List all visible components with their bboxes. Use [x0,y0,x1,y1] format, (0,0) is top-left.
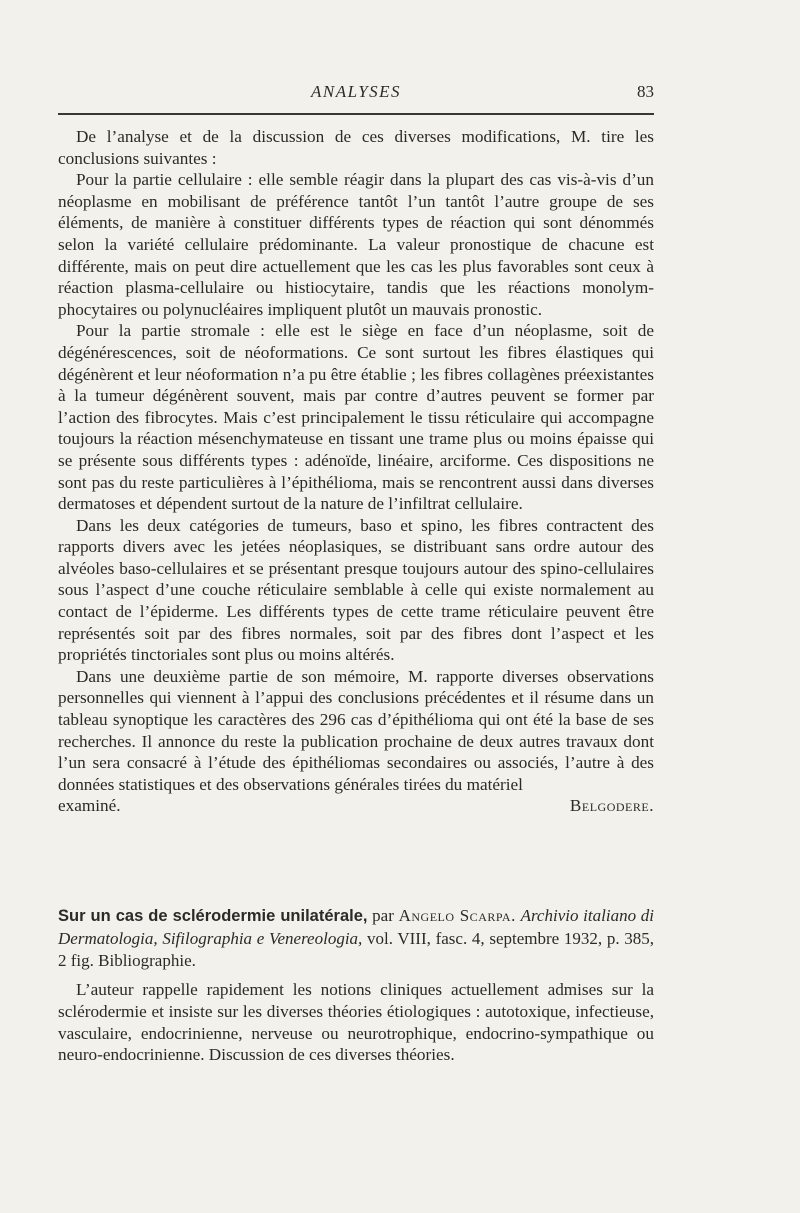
signoff-line [58,795,654,817]
paragraph [58,666,654,796]
running-header [58,82,654,106]
paragraph: Pour la partie stromale : elle est le siège en face d’un néoplasme, soit de dégénérescences, soit de néoformations. Ce sont surtout les fibres élastiques qui dégénèrent et leur néoformation n’a pu être établie ; les fibres collagènes préexistantes à la tumeur dégénèrent souvent, mais par contre d’autres peuvent se former par l’action des fibrocytes. Mais c’est principalement le tissu réticulaire qui accompagne toujours la réaction mésenchymateuse en tissant une trame plus ou moins épaisse qui se présente sous différents types : adénoïde, linéaire, arciforme. Ces dispositions ne sont pas du reste particulières à l’épithélioma, mais se rencontrent aussi dans diverses dermatoses et dépendent surtout de la nature de l’infiltrat cellulaire. [58,321,654,514]
article-title: Sur un cas de sclérodermie unilatérale, [58,907,368,925]
page-number: 83 [637,82,654,101]
paragraph: Pour la partie cellulaire : elle semble réagir dans la plupart des cas vis-à-vis d’un néoplasme en mobilisant de préférence tantôt l’un tantôt l’autre groupe de ses éléments, de manière à constituer différents types de réaction qui sont dénommés selon la variété cellulaire prédominante. La valeur pronostique de chacune est différente, mais on peut dire actuellement que les cas les plus favorables sont ceux à réaction plasma-cellulaire ou histiocytaire, tandis que les réactions monolymphocytaires ou polynucléaires impliquent plutôt un mauvais pronostic. [58,170,654,319]
reviewer-signature: Belgodere. [569,796,654,816]
paragraph: Dans les deux catégories de tumeurs, baso et spino, les fibres contractent des rapports divers avec les jetées néoplasiques, se distribuant sans ordre autour des alvéoles baso-cellulaires et se présentant presque toujours autour des spino-cellulaires sous l’aspect d’une couche réticulaire semblable à celle qui existe normalement au contact de l’épiderme. Les différents types de cette trame réticulaire peuvent être représentés soit par des fibres normales, soit par des fibres dont l’aspect et les propriétés tinctoriales sont plus ou moins altérés. [58,515,654,665]
paragraph: De l’analyse et de la discussion de ces diverses modifications, M. tire les conclusions suivantes : [58,127,654,168]
review-entry [58,905,654,1066]
header-rule [58,113,654,115]
section-title: ANALYSES [310,82,402,101]
article-body [58,126,654,817]
review-body: L’auteur rappelle rapidement les notions cliniques actuellement admises sur la sclérodermie et insiste sur les diverses théories étiologiques : autotoxique, infectieuse, vasculaire, endocrinienne, nerveuse ou neurotrophique, endocrino-sympathique ou neuro-endocrinienne. Discussion de ces diverses théories. [58,980,654,1065]
journal-name: Archivio italiano di Dermatologia, Sifilographia e Venereologia, [58,906,654,948]
article-author: Angelo Scarpa. [398,906,516,925]
paragraph-text: Dans une deuxième partie de son mémoire, M. rapporte diverses observations personnelles qui viennent à l’appui des conclusions précédentes et il résume dans un tableau synoptique les caractères des 296 cas d’épithélioma qui ont été la base de ses recherches. Il annonce du reste la publication prochaine de deux autres travaux dont l’un sera consacré à l’étude des épithéliomas secondaires ou associés, l’autre à des données statistiques et des observations générales tirées du matériel [58,666,654,794]
review-heading [58,905,654,971]
citation-details: vol. VIII, fasc. 4, septembre 1932, p. 385, 2 fig. Bibliographie. [58,928,655,970]
paragraph-ending: examiné. [58,796,121,816]
by-word: par [372,906,394,925]
